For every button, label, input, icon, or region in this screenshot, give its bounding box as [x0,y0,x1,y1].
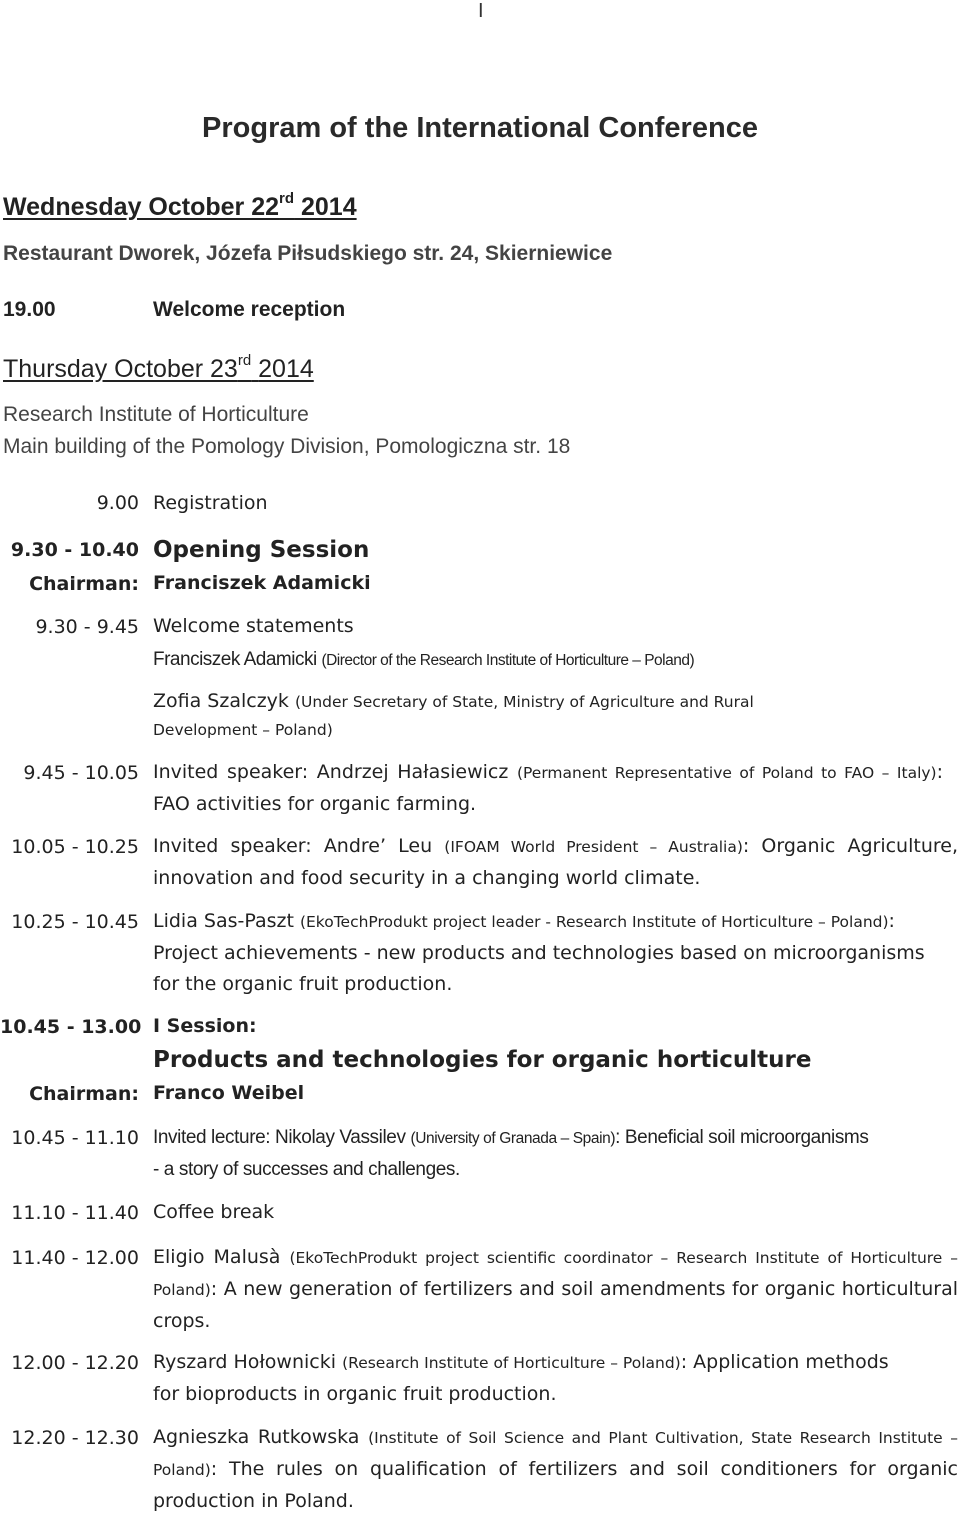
talk1-speaker: Invited speaker: Andrzej Hałasiewicz [153,761,509,783]
talk6-speaker: Ryszard Hołownicki [153,1351,337,1373]
welcome-p1-affiliation: (Director of the Research Institute of Horticulture – Poland) [321,652,695,669]
talk4-time: 10.45 - 11.10 [11,1127,139,1149]
talk3-time: 10.25 - 10.45 [11,911,139,933]
registration-text: Registration [153,492,268,514]
talk7-topic: : The rules on qualification of fertilizers and soil conditioners for organic production in Poland. [153,1458,958,1512]
talk5-affiliation: (EkoTechProdukt project scientific coordinator – Research Institute of Horticulture – Poland) [153,1249,958,1299]
talk7-text [153,1422,958,1517]
talk4-text [153,1122,873,1185]
welcome-p2-affiliation: (Under Secretary of State, Ministry of Agriculture and Rural Development – Poland) [153,693,754,739]
opening-time: 9.30 - 10.40 [10,539,139,561]
welcome-speaker-2 [153,688,833,744]
talk4-speaker: Invited lecture: Nikolay Vassilev [153,1127,406,1148]
talk3-speaker: Lidia Sas-Paszt [153,910,294,932]
registration-time: 9.00 [96,492,139,514]
talk5-speaker: Eligio Malusà [153,1246,281,1268]
page-mark: I [478,0,484,22]
talk2-topic: : Organic Agriculture, innovation and food security in a changing world climate. [153,835,958,889]
day1-event-time: 19.00 [3,298,56,321]
talk2-time: 10.05 - 10.25 [11,836,139,858]
day1-heading-year: 2014 [300,193,357,222]
opening-session-title: Opening Session [153,537,370,563]
talk1-affiliation: (Permanent Representative of Poland to FAO – Italy) [516,764,937,782]
day-heading-thursday [3,352,314,384]
talk3-affiliation: (EkoTechProdukt project leader - Research Institute of Horticulture – Poland) [299,913,889,931]
day2-heading-year: 2014 [258,355,314,384]
session1-chair-name: Franco Weibel [153,1082,305,1104]
day2-heading-text: Thursday October 23 [3,355,238,384]
coffee-text: Coffee break [153,1201,275,1223]
welcome-time: 9.30 - 9.45 [35,616,139,638]
talk1-time: 9.45 - 10.05 [23,762,139,784]
talk2-affiliation: (IFOAM World President – Australia) [444,838,743,856]
day-heading-wednesday [3,190,357,222]
talk6-topic: : Application methods for bioproducts in organic fruit production. [153,1351,889,1405]
talk5-topic: : A new generation of fertilizers and soil amendments for organic horticultural crops. [153,1278,958,1332]
talk6-time: 12.00 - 12.20 [11,1352,139,1374]
talk5-time: 11.40 - 12.00 [11,1247,139,1269]
day2-venue-line1: Research Institute of Horticulture [3,403,309,426]
welcome-p1-name: Franciszek Adamicki [153,649,317,670]
welcome-speaker-1 [153,644,958,676]
talk5-text [153,1242,958,1337]
day1-event-text: Welcome reception [153,298,346,321]
day1-heading-sup: rd [279,190,295,207]
welcome-title: Welcome statements [153,615,354,637]
talk3-text [153,906,953,1000]
talk7-speaker: Agnieszka Rutkowska [153,1426,360,1448]
day1-venue: Restaurant Dworek, Józefa Piłsudskiego str. 24, Skierniewice [3,242,613,265]
page-title: Program of the International Conference [202,112,758,144]
session1-chair-label: Chairman: [29,1083,139,1105]
talk1-topic: : FAO activities for organic farming. [153,761,944,815]
talk4-affiliation: (University of Granada – Spain) [410,1130,616,1147]
session1-time: 10.45 - 13.00 [0,1016,142,1038]
opening-chair-name: Franciszek Adamicki [153,572,371,594]
coffee-time: 11.10 - 11.40 [11,1202,139,1224]
opening-chair-label: Chairman: [29,573,139,595]
session1-title: Products and technologies for organic horticulture [153,1047,812,1073]
talk1-text [153,757,943,820]
talk4-topic: : Beneficial soil microorganisms - a story of successes and challenges. [153,1127,869,1180]
welcome-p2-name: Zofia Szalczyk [153,690,289,712]
talk6-text [153,1347,893,1410]
talk6-affiliation: (Research Institute of Horticulture – Poland) [342,1354,681,1372]
talk7-affiliation: (Institute of Soil Science and Plant Cultivation, State Research Institute – Poland) [153,1429,958,1479]
talk3-topic: : Project achievements - new products and technologies based on microorganisms for the organic fruit production. [153,910,925,995]
session1-label: I Session: [153,1015,257,1037]
day2-heading-sup: rd [237,352,252,369]
talk2-text [153,831,958,894]
talk7-time: 12.20 - 12.30 [11,1427,139,1449]
talk2-speaker: Invited speaker: Andre’ Leu [153,835,433,857]
day1-heading-text: Wednesday October 22 [3,193,280,222]
day2-venue-line2: Main building of the Pomology Division, Pomologiczna str. 18 [3,435,571,458]
